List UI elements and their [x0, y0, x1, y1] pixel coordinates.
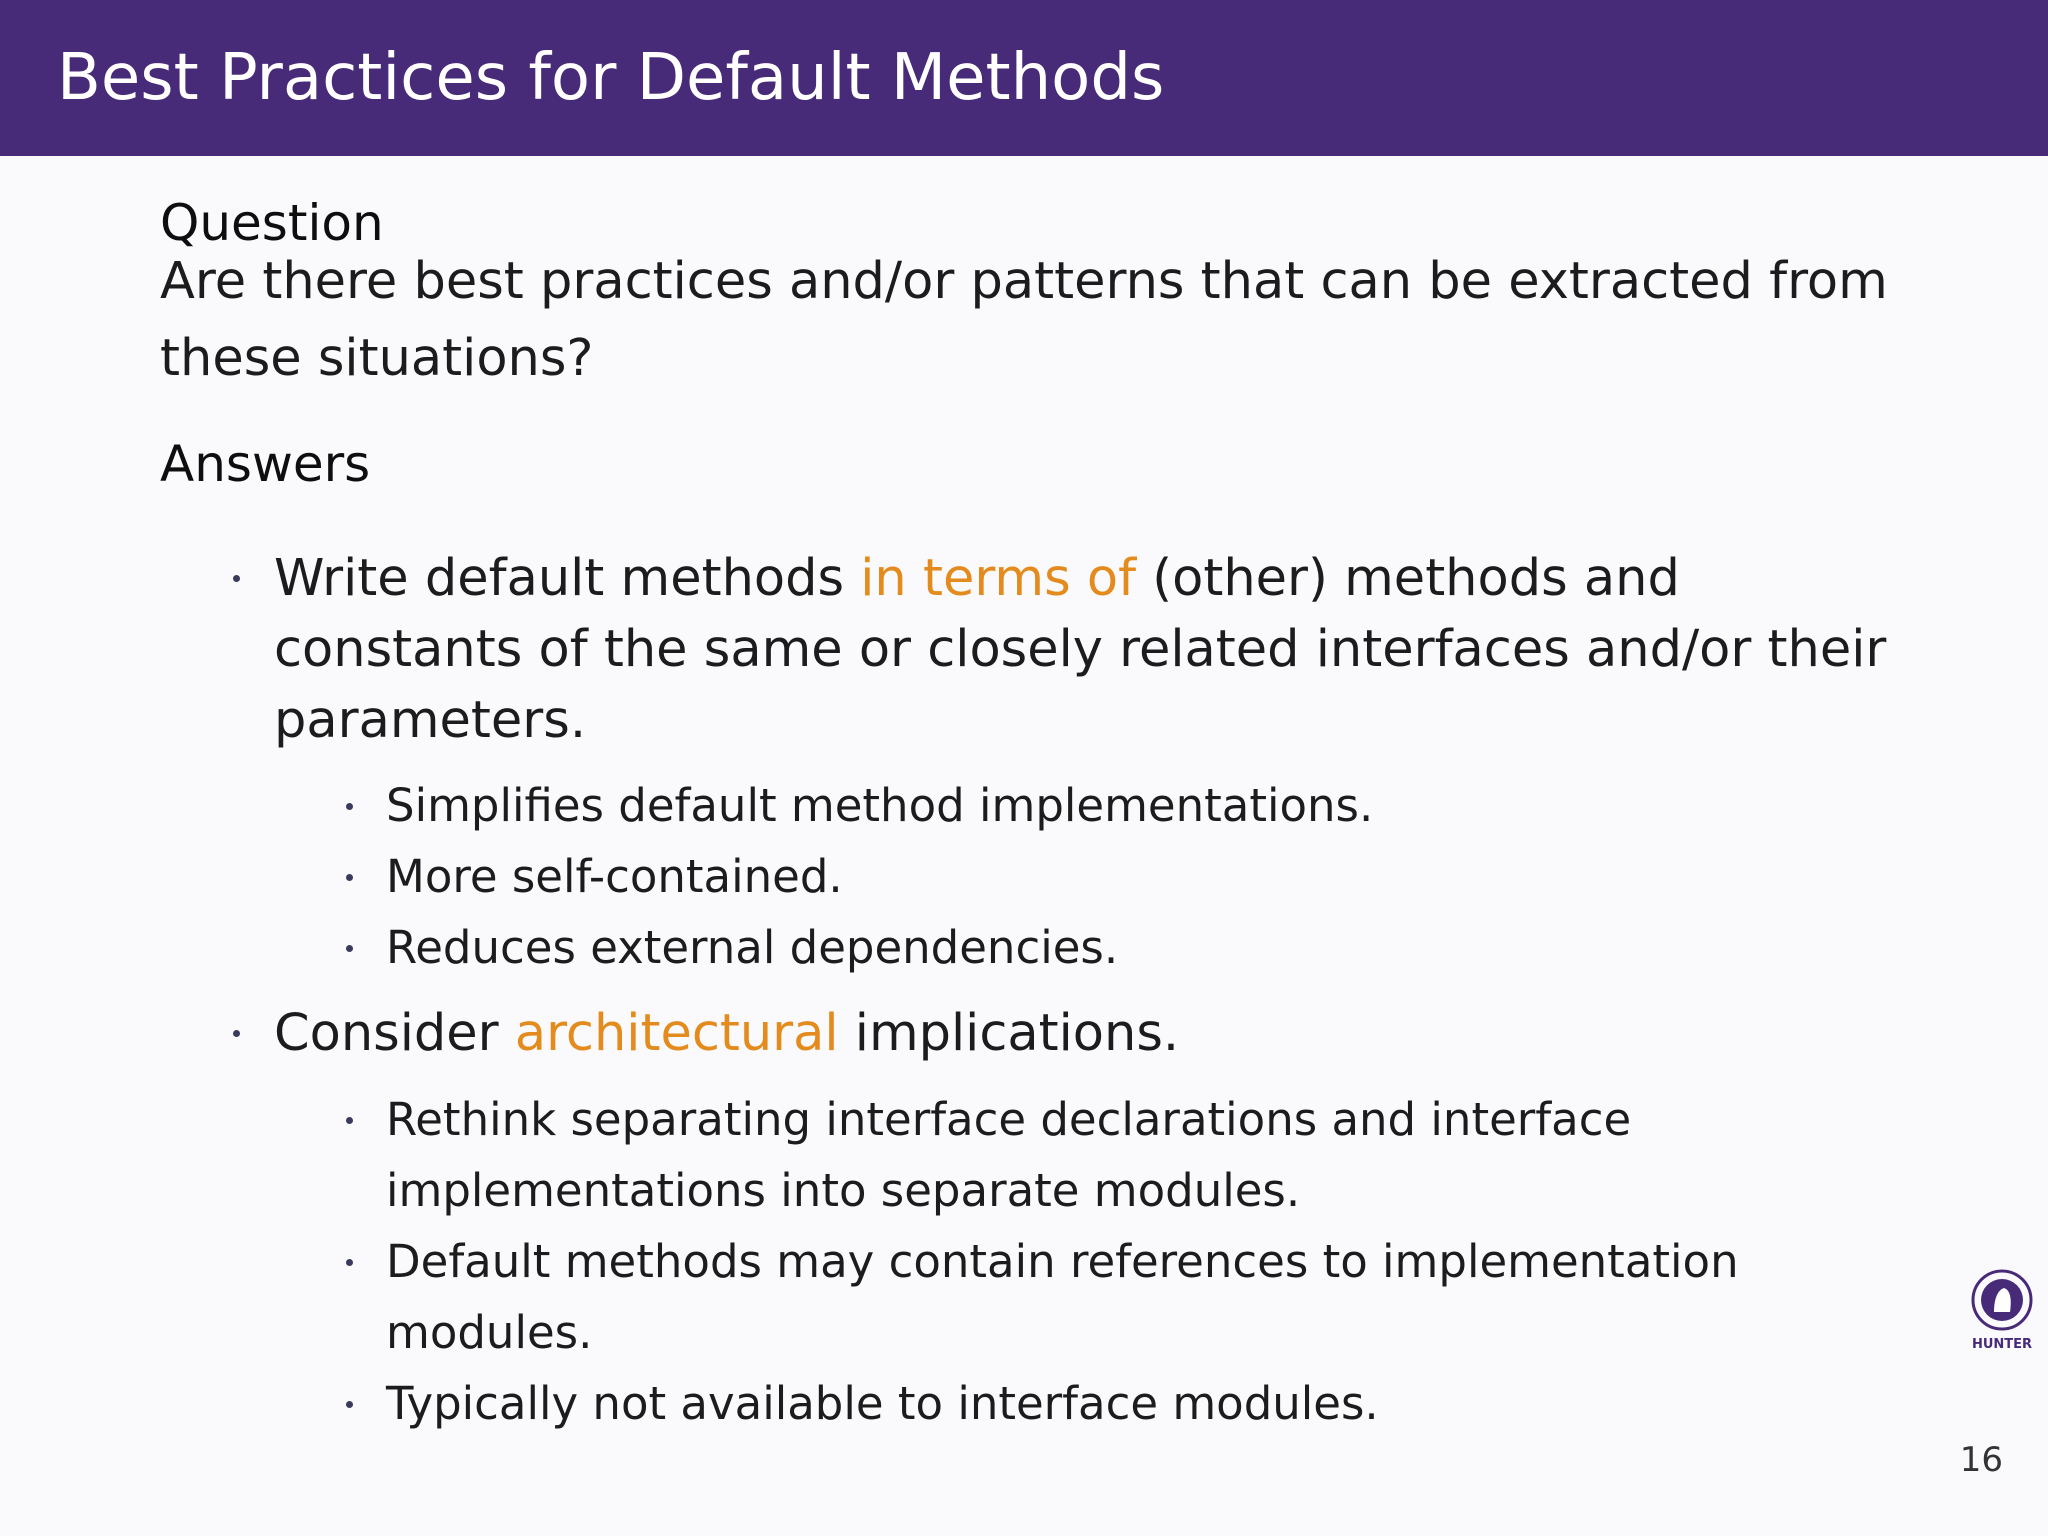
answer-item-2-sub-1-line-2: implementations into separate modules.	[386, 1164, 1301, 1217]
slide-header	[0, 0, 2048, 156]
answer-item-1-post: (other) methods and	[1136, 549, 1680, 608]
question-heading: Question	[160, 194, 384, 252]
answer-item-1-line-1	[274, 543, 1680, 614]
answer-item-1-pre: Write default methods	[274, 549, 861, 608]
bullet-dot	[233, 575, 240, 582]
hunter-college-logo	[1968, 1268, 2036, 1354]
answer-item-1-line-2: constants of the same or closely related interfaces and/or their	[274, 620, 1887, 679]
answer-item-1-sub-3: Reduces external dependencies.	[386, 921, 1119, 974]
answer-item-2-sub-2-line-1: Default methods may contain references to implementation	[386, 1235, 1739, 1288]
answer-item-2-post: implications.	[838, 1004, 1180, 1063]
logo-text: HUNTER	[1971, 1337, 2033, 1352]
bullet-dot	[233, 1030, 240, 1037]
answer-item-1-line-3: parameters.	[274, 691, 587, 750]
question-line-2: these situations?	[160, 329, 594, 388]
sub-bullet-dot	[346, 1401, 353, 1408]
slide-title: Best Practices for Default Methods	[57, 41, 1165, 115]
answers-heading: Answers	[160, 435, 371, 493]
sub-bullet-dot	[346, 1259, 353, 1266]
sub-bullet-dot	[346, 1117, 353, 1124]
sub-bullet-dot	[346, 803, 353, 810]
answer-item-2-sub-2-line-2: modules.	[386, 1306, 593, 1359]
answer-item-2-sub-3: Typically not available to interface modules.	[386, 1377, 1379, 1430]
answer-item-2-line-1	[274, 998, 1179, 1069]
sub-bullet-dot	[346, 945, 353, 952]
answer-item-2-accent: architectural	[514, 1004, 839, 1063]
answer-item-2-pre: Consider	[274, 1004, 515, 1063]
sub-bullet-dot	[346, 874, 353, 881]
answer-item-1-accent: in terms of	[860, 549, 1137, 608]
page-number: 16	[1959, 1440, 2003, 1480]
question-line-1: Are there best practices and/or patterns that can be extracted from	[160, 252, 1888, 311]
answer-item-1-sub-1: Simplifies default method implementations.	[386, 779, 1374, 832]
answer-item-1-sub-2: More self-contained.	[386, 850, 843, 903]
answer-item-2-sub-1-line-1: Rethink separating interface declarations and interface	[386, 1093, 1632, 1146]
